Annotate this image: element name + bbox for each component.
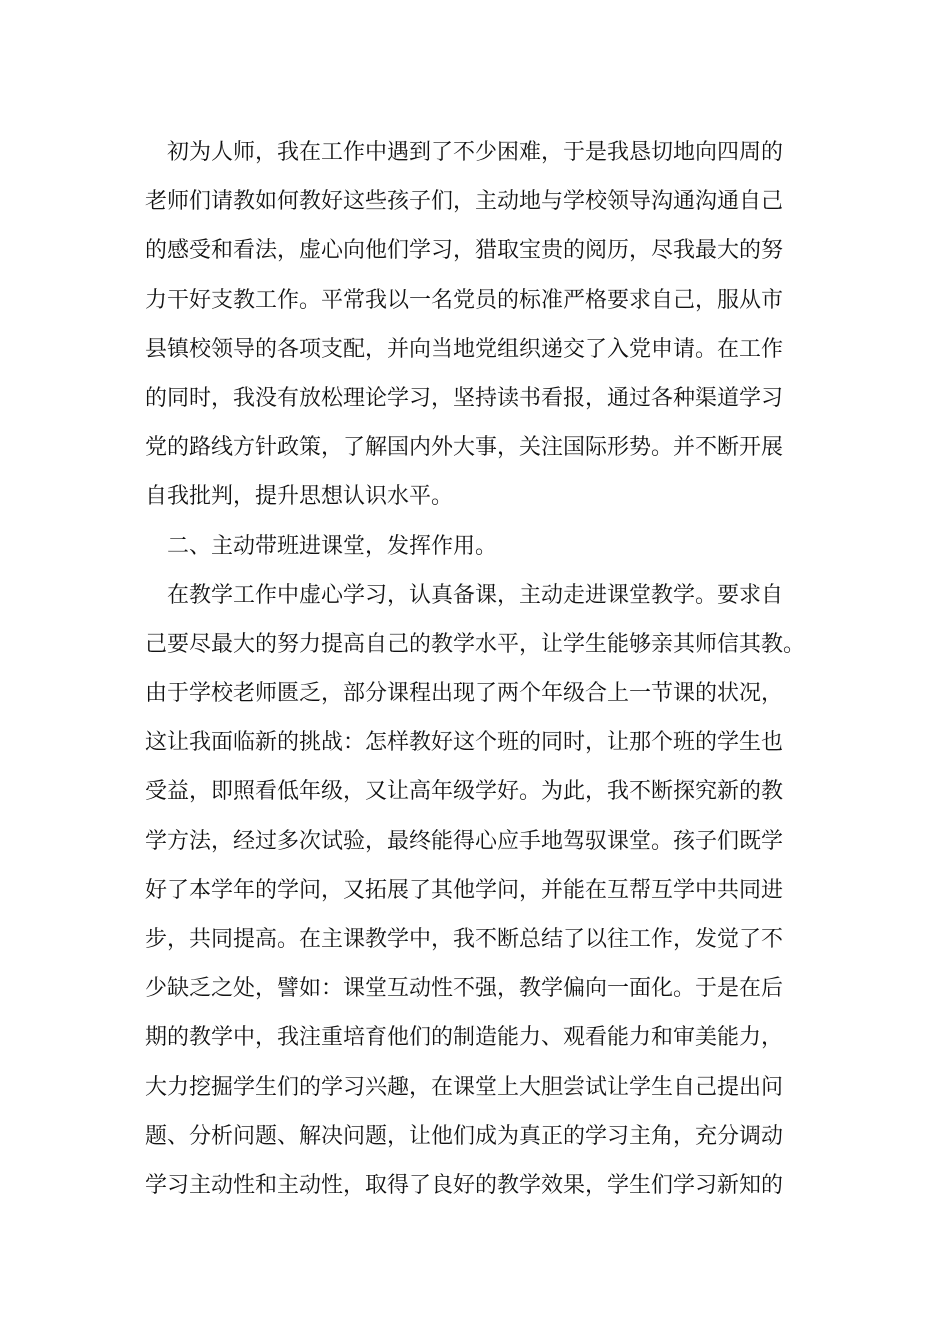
paragraph-line: 在教学工作中虚心学习，认真备课，主动走进课堂教学。要求自 — [167, 582, 784, 608]
document-body — [145, 128, 825, 1210]
paragraph-line: 学习主动性和主动性，取得了良好的教学效果，学生们学习新知的 — [145, 1172, 784, 1198]
paragraph-line: 自我批判，提升思想认识水平。 — [145, 484, 454, 510]
paragraph-line: 受益，即照看低年级，又让高年级学好。为此，我不断探究新的教 — [145, 779, 784, 805]
paragraph-line: 的感受和看法，虚心向他们学习，猎取宝贵的阅历，尽我最大的努 — [145, 238, 784, 264]
paragraph-line: 好了本学年的学问，又拓展了其他学问，并能在互帮互学中共同进 — [145, 877, 784, 903]
paragraph-line: 老师们请教如何教好这些孩子们，主动地与学校领导沟通沟通自己 — [145, 189, 784, 215]
paragraph-line: 县镇校领导的各项支配，并向当地党组织递交了入党申请。在工作 — [145, 336, 784, 362]
paragraph-line: 少缺乏之处，譬如：课堂互动性不强，教学偏向一面化。于是在后 — [145, 976, 784, 1002]
paragraph-line: 这让我面临新的挑战：怎样教好这个班的同时，让那个班的学生也 — [145, 730, 784, 756]
paragraph-line: 初为人师，我在工作中遇到了不少困难，于是我恳切地向四周的 — [167, 140, 784, 165]
paragraph-line: 力干好支教工作。平常我以一名党员的标准严格要求自己，服从市 — [145, 287, 784, 313]
paragraph-line: 步，共同提高。在主课教学中，我不断总结了以往工作，发觉了不 — [145, 927, 784, 952]
paragraph-line: 大力挖掘学生们的学习兴趣，在课堂上大胆尝试让学生自己提出问 — [145, 1074, 784, 1100]
paragraph-line: 的同时，我没有放松理论学习，坚持读书看报，通过各种渠道学习 — [145, 385, 784, 411]
paragraph-line: 己要尽最大的努力提高自己的教学水平，让学生能够亲其师信其教。 — [145, 631, 806, 657]
paragraph-line: 学方法，经过多次试验，最终能得心应手地驾驭课堂。孩子们既学 — [145, 828, 784, 854]
paragraph-line: 由于学校老师匮乏，部分课程出现了两个年级合上一节课的状况， — [145, 681, 784, 707]
paragraph-line: 党的路线方针政策，了解国内外大事，关注国际形势。并不断开展 — [145, 435, 784, 461]
paragraph-line: 期的教学中，我注重培育他们的制造能力、观看能力和审美能力， — [145, 1025, 784, 1051]
paragraph-line: 题、分析问题、解决问题，让他们成为真正的学习主角，充分调动 — [145, 1123, 784, 1149]
section-heading: 二、主动带班进课堂，发挥作用。 — [167, 533, 498, 559]
